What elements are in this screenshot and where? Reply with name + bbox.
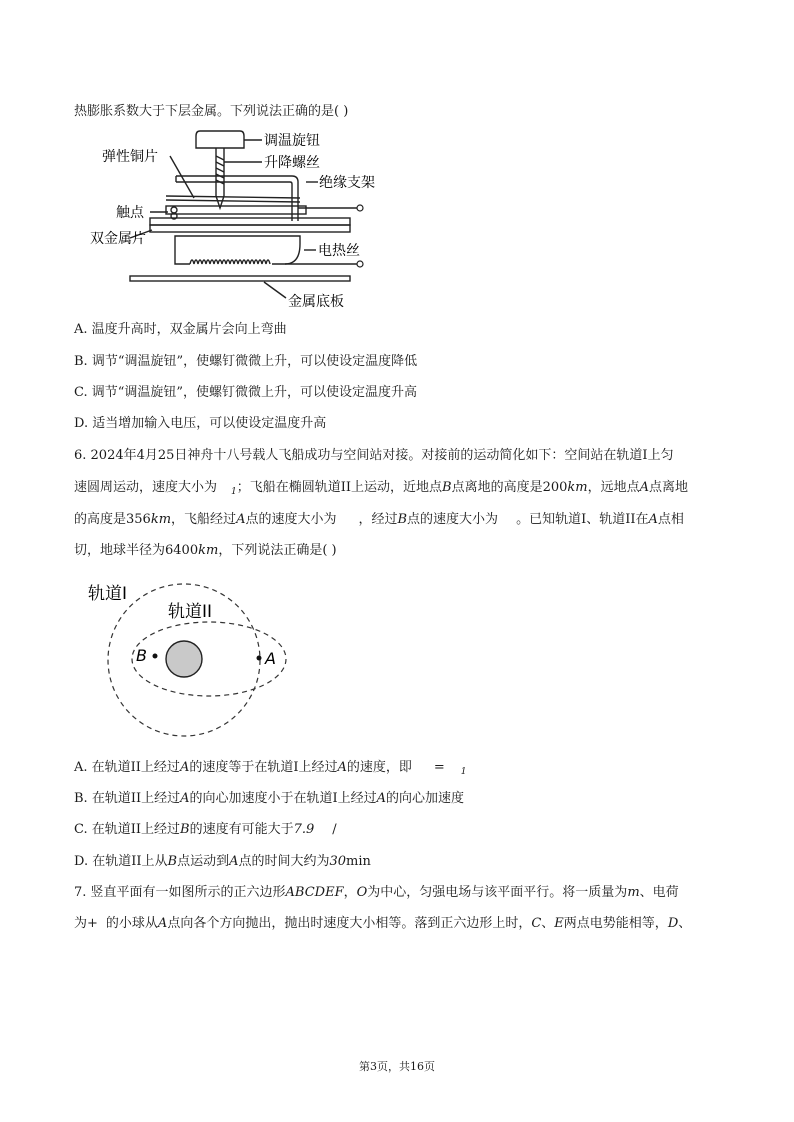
q5-option-b: B. 调节“调温旋钮”，使螺钉微微上升，可以使设定温度降低 <box>74 354 418 369</box>
label-point-b: B <box>136 646 147 665</box>
q5-option-c: C. 调节“调温旋钮”，使螺钉微微上升，可以使设定温度升高 <box>74 385 418 400</box>
q7-line-1: 7. 竖直平面有一如图所示的正六边形ABCDEF，O为中心，匀强电场与该平面平行。将一质量为m、电荷 <box>74 885 679 900</box>
page-footer: 第3页，共16页 <box>359 1060 435 1073</box>
q5-option-d: D. 适当增加输入电压，可以使设定温度升高 <box>74 416 327 431</box>
label-copper: 弹性铜片 <box>102 149 158 165</box>
orbit-figure <box>76 578 316 748</box>
q6-option-c: C. 在轨道II上经过B的速度有可能大于7.9 / <box>74 822 337 837</box>
label-contact: 触点 <box>116 205 144 221</box>
label-insulator: 绝缘支架 <box>319 175 375 191</box>
label-orbit-2: 轨道II <box>168 602 213 622</box>
q7-line-2: 为+ 的小球从A点向各个方向抛出，抛出时速度大小相等。落到正六边形上时，C、E两点电势能相等，D、 <box>74 916 692 931</box>
label-screw: 升降螺丝 <box>264 155 320 171</box>
q6-line-2: 速圆周运动，速度大小为 $_1$；飞船在椭圆轨道II上运动，近地点B点离地的高度是200km，远地点A点离地 <box>74 480 689 497</box>
q5-option-a: A. 温度升高时，双金属片会向上弯曲 <box>74 322 287 337</box>
q6-option-d: D. 在轨道II上从B点运动到A点的时间大约为30min <box>74 854 371 869</box>
thermostat-figure <box>90 126 390 312</box>
label-base: 金属底板 <box>288 294 344 310</box>
q6-line-3: 的高度是356km，飞船经过A点的速度大小为 ，经过B点的速度大小为 。已知轨道I、轨道II在A点相 <box>74 512 684 527</box>
label-bimetal: 双金属片 <box>90 231 146 247</box>
label-knob: 调温旋钮 <box>264 133 320 149</box>
q6-option-b: B. 在轨道II上经过A的向心加速度小于在轨道I上经过A的向心加速度 <box>74 791 465 806</box>
label-point-a: A <box>265 649 276 668</box>
q6-line-4: 切，地球半径为6400km，下列说法正确是( ) <box>74 543 337 558</box>
label-heater: 电热丝 <box>318 243 360 259</box>
q6-line-1: 6. 2024年4月25日神舟十八号载人飞船成功与空间站对接。对接前的运动简化如下：空间站在轨道I上匀 <box>74 448 674 463</box>
label-orbit-1: 轨道I <box>88 584 128 604</box>
intro-text: 热膨胀系数大于下层金属。下列说法正确的是( ) <box>74 104 349 119</box>
q6-option-a: A. 在轨道II上经过A的速度等于在轨道I上经过A的速度，即 = $_1$ <box>74 760 467 777</box>
